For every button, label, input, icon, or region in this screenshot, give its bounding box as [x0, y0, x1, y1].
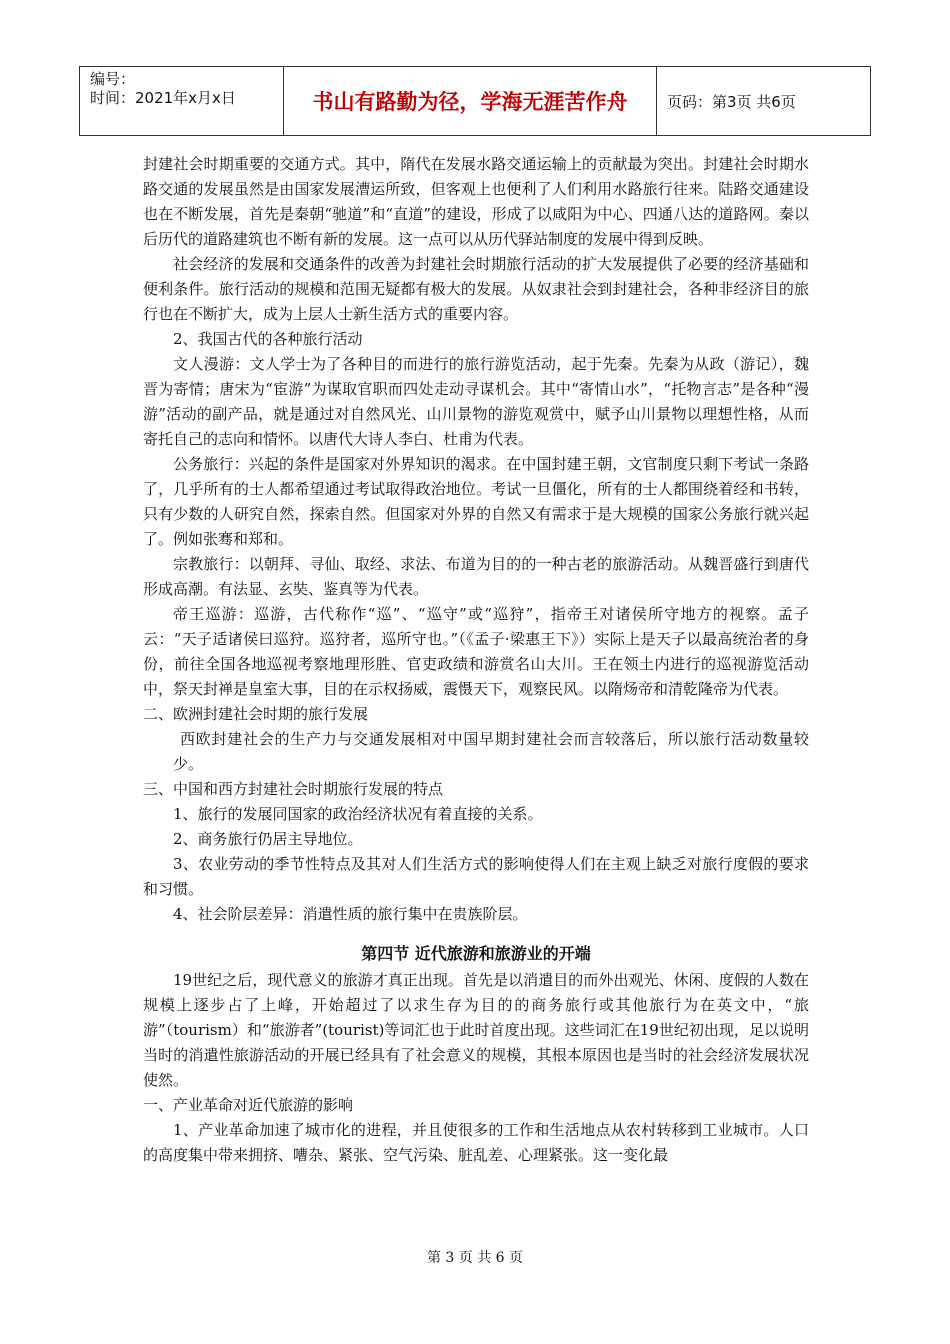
paragraph: 二、欧洲封建社会时期的旅行发展 [143, 705, 369, 723]
section-heading: 第四节 近代旅游和旅游业的开端 [361, 944, 591, 963]
paragraph: 一、产业革命对近代旅游的影响 [143, 1096, 354, 1114]
header-meta [80, 67, 284, 135]
paragraph: 19世纪之后，现代意义的旅游才真正出现。首先是以消遣目的而外出观光、休闲、度假的人数在规模上逐步占了上峰，开始超过了以求生存为目的的商务旅行或其他旅行为在英文中，“旅游”（tourism）和“旅游者”(tourist)等词汇也于此时首度出现。这些词汇在19世纪初出现，足以说明当时的消遣性旅游活动的开展已经具有了社会意义的规模，其根本原因也是当时的社会经济发展状况使然。 [143, 971, 809, 1089]
document-number: 编号： [90, 70, 136, 88]
page-footer: 第 3 页 共 6 页 [426, 1250, 524, 1266]
paragraph: 2、商务旅行仍居主导地位。 [173, 830, 363, 848]
paragraph: 4、社会阶层差异：消遣性质的旅行集中在贵族阶层。 [173, 905, 528, 923]
paragraph: 公务旅行：兴起的条件是国家对外界知识的渴求。在中国封建王朝，文官制度只剩下考试一条路了，几乎所有的士人都希望通过考试取得政治地位。考试一旦僵化，所有的士人都围绕着经和书转，只有少数的人研究自然，探索自然。但国家对外界的自然又有需求于是大规模的国家公务旅行就兴起了。例如张骞和郑和。 [143, 455, 809, 548]
document-date: 时间：2021年x月x日 [90, 89, 236, 107]
document-body [143, 152, 809, 1168]
paragraph: 宗教旅行：以朝拜、寻仙、取经、求法、布道为目的的一种古老的旅游活动。从魏晋盛行到唐代形成高潮。有法显、玄奘、鉴真等为代表。 [143, 555, 809, 598]
paragraph: 三、中国和西方封建社会时期旅行发展的特点 [143, 780, 444, 798]
paragraph: 3、农业劳动的季节性特点及其对人们生活方式的影响使得人们在主观上缺乏对旅行度假的要求和习惯。 [143, 855, 809, 898]
header-page-info: 页码：第3页 共6页 [667, 92, 796, 111]
header-motto: 书山有路勤为径，学海无涯苦作舟 [284, 67, 657, 135]
paragraph: 西欧封建社会的生产力与交通发展相对中国早期封建社会而言较落后，所以旅行活动数量较少。 [173, 730, 809, 773]
paragraph: 封建社会时期重要的交通方式。其中，隋代在发展水路交通运输上的贡献最为突出。封建社会时期水路交通的发展虽然是由国家发展漕运所致，但客观上也便利了人们利用水路旅行往来。陆路交通建设也在不断发展，首先是秦朝“驰道”和“直道”的建设，形成了以咸阳为中心、四通八达的道路网。秦以后历代的道路建筑也不断有新的发展。这一点可以从历代驿站制度的发展中得到反映。 [143, 155, 809, 248]
paragraph: 文人漫游：文人学士为了各种目的而进行的旅行游览活动，起于先秦。先秦为从政（游记），魏晋为寄情；唐宋为“宦游”为谋取官职而四处走动寻谋机会。其中“寄情山水”，“托物言志”是各种“漫游”活动的副产品，就是通过对自然风光、山川景物的游览观赏中，赋予山川景物以理想性格，从而寄托自己的志向和情怀。以唐代大诗人李白、杜甫为代表。 [143, 355, 809, 448]
paragraph: 帝王巡游：巡游，古代称作“巡”、“巡守”或“巡狩”，指帝王对诸侯所守地方的视察。孟子云：“天子适诸侯曰巡狩。巡狩者，巡所守也。”（《孟子·梁惠王下》）实际上是天子以最高统治者的身份，前往全国各地巡视考察地理形胜、官吏政绩和游赏名山大川。王在领土内进行的巡视游览活动中，祭天封禅是皇室大事，目的在示权扬威，震慑天下，观察民风。以隋炀帝和清乾隆帝为代表。 [143, 605, 809, 698]
paragraph: 1、旅行的发展同国家的政治经济状况有着直接的关系。 [173, 805, 543, 823]
paragraph: 社会经济的发展和交通条件的改善为封建社会时期旅行活动的扩大发展提供了必要的经济基础和便利条件。旅行活动的规模和范围无疑都有极大的发展。从奴隶社会到封建社会，各种非经济目的旅行也在不断扩大，成为上层人士新生活方式的重要内容。 [143, 255, 809, 323]
page-header [79, 66, 871, 136]
paragraph: 1、产业革命加速了城市化的进程，并且使很多的工作和生活地点从农村转移到工业城市。人口的高度集中带来拥挤、嘈杂、紧张、空气污染、脏乱差、心理紧张。这一变化最 [143, 1121, 809, 1164]
paragraph: 2、我国古代的各种旅行活动 [173, 330, 363, 348]
